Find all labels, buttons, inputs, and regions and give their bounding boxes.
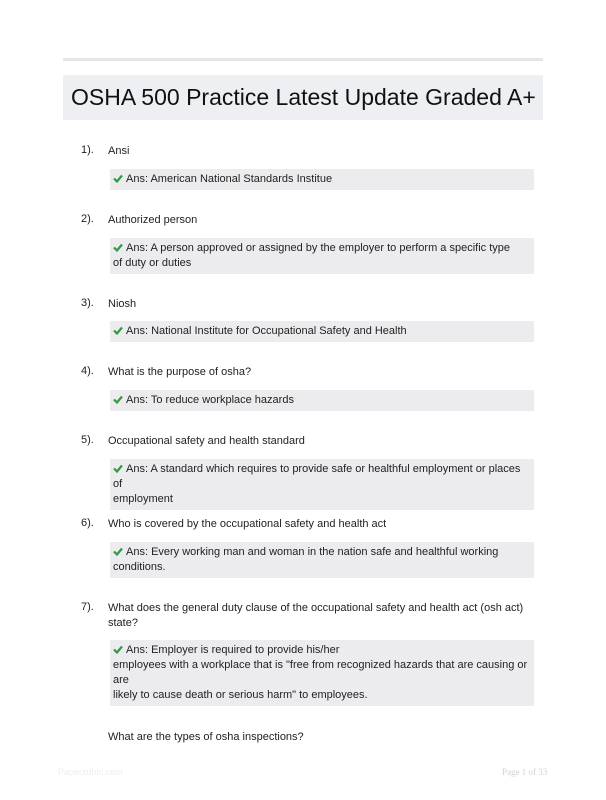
answer-box <box>110 459 534 510</box>
answer-line: employees with a workplace that is "free from recognized hazards that are causing or <box>113 659 528 671</box>
question-text: Ansi <box>108 145 130 157</box>
answer-line: Ans: National Institute for Occupational Safety and Health <box>126 325 407 337</box>
page-title: OSHA 500 Practice Latest Update Graded A+ <box>71 84 536 110</box>
question-text: What is the purpose of osha? <box>108 366 252 378</box>
answer-box <box>110 169 534 190</box>
answer-line: Ans: To reduce workplace hazards <box>126 394 294 406</box>
check-icon <box>113 645 123 654</box>
question-number: 6). <box>81 517 94 529</box>
page-number: Page 1 of 33 <box>502 767 548 777</box>
answer-line: are <box>113 674 129 686</box>
answer-line: Ans: Employer is required to provide his/her <box>126 644 340 656</box>
question-text: Authorized person <box>108 214 198 226</box>
question-text: Occupational safety and health standard <box>108 435 305 447</box>
check-icon <box>113 326 123 335</box>
answer-line: Ans: A standard which requires to provide safe or healthful employment or places of <box>113 463 521 490</box>
question-text <box>108 601 528 631</box>
answer-line: employment <box>113 493 173 505</box>
answer-box <box>110 542 534 578</box>
answer-box <box>110 640 534 706</box>
answer-box <box>110 238 534 274</box>
question-number: 7). <box>81 601 94 613</box>
question-text: Who is covered by the occupational safety and health act <box>108 518 387 530</box>
check-icon <box>113 395 123 404</box>
answer-box <box>110 321 534 342</box>
question-text: What are the types of osha inspections? <box>108 731 304 743</box>
question-line: What does the general duty clause of the occupational safety and health act (osh act) <box>108 602 524 614</box>
answer-line: of duty or duties <box>113 257 192 269</box>
check-icon <box>113 174 123 183</box>
question-number: 1). <box>81 144 94 156</box>
question-number: 5). <box>81 434 94 446</box>
answer-line: likely to cause death or serious harm" to employees. <box>113 689 368 701</box>
question-number: 4). <box>81 365 94 377</box>
title-bar <box>63 75 543 120</box>
check-icon <box>113 464 123 473</box>
question-number: 2). <box>81 213 94 225</box>
answer-line: Ans: Every working man and woman in the nation safe and healthful working <box>126 546 499 558</box>
check-icon <box>113 547 123 556</box>
question-line: state? <box>108 617 138 629</box>
footer-watermark: Paperzdhlc.com <box>58 767 123 777</box>
question-number: 3). <box>81 297 94 309</box>
answer-line: Ans: A person approved or assigned by the employer to perform a specific type <box>126 242 510 254</box>
top-rule <box>63 58 543 61</box>
answer-box <box>110 390 534 411</box>
answer-line: Ans: American National Standards Institue <box>126 173 333 185</box>
check-icon <box>113 243 123 252</box>
question-text: Niosh <box>108 298 137 310</box>
answer-line: conditions. <box>113 561 166 573</box>
